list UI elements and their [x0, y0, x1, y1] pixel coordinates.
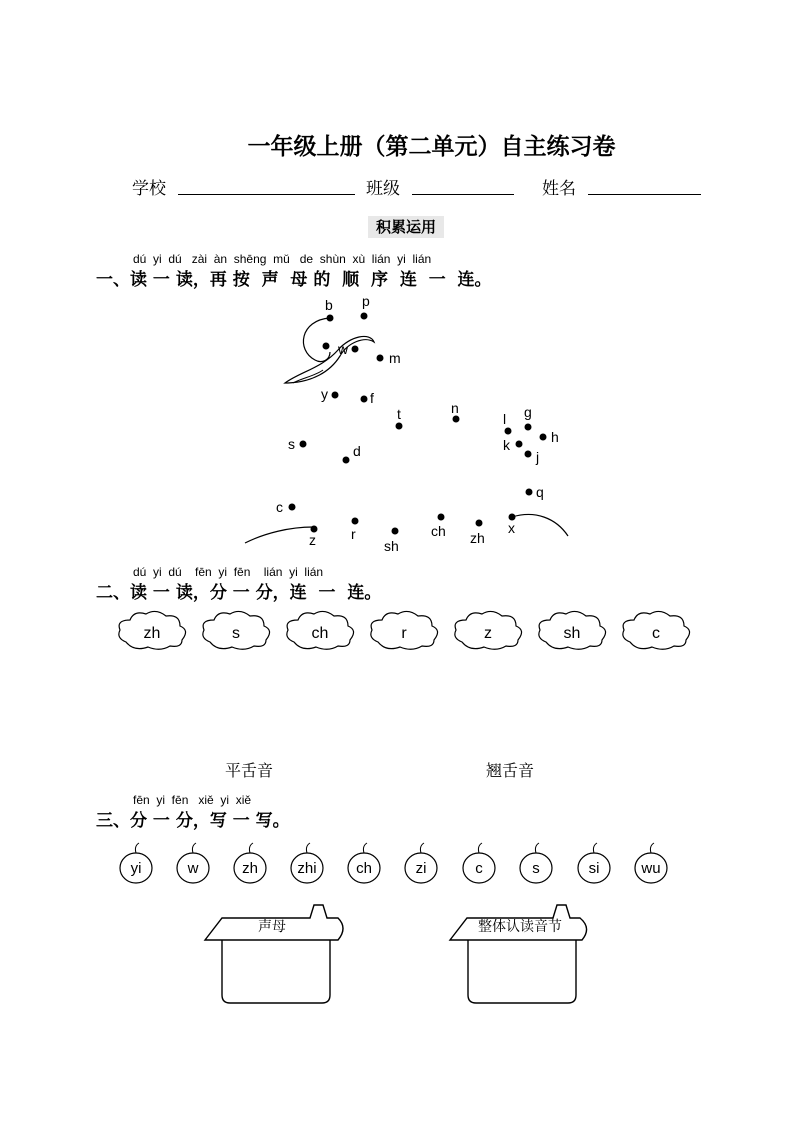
q3-instruction: 三、分 一 分，写 一 写。	[96, 811, 290, 831]
school-label: 学校	[132, 179, 166, 199]
apple-label: w	[187, 860, 199, 877]
cloud-s[interactable]	[203, 611, 270, 649]
dot-h	[540, 434, 547, 441]
apple-yi[interactable]	[120, 843, 152, 883]
dot-l	[505, 428, 512, 435]
label-f: f	[370, 390, 374, 406]
dot-f	[361, 396, 368, 403]
apple-c[interactable]	[463, 843, 495, 883]
label-l: l	[503, 411, 507, 427]
retroflex-label: 翘舌音	[486, 761, 535, 780]
label-t: t	[397, 406, 401, 422]
label-b: b	[325, 297, 333, 313]
dot-sh	[392, 528, 399, 535]
q3-pinyin: fēn yi fēn xiě yi xiě	[133, 793, 252, 807]
label-d: d	[353, 443, 361, 459]
cloud-sh[interactable]	[539, 611, 606, 649]
apple-label: s	[532, 860, 540, 877]
apple-label: zhi	[297, 860, 317, 877]
page-title: 一年级上册（第二单元）自主练习卷	[247, 134, 616, 160]
dots	[289, 313, 547, 535]
q2-instruction: 二、读 一 读，分 一 分，连 一 连。	[96, 583, 382, 603]
label-w: w	[338, 341, 349, 357]
dot-n	[453, 416, 460, 423]
label-k: k	[503, 437, 510, 453]
label-y: y	[321, 386, 328, 402]
cloud-label: c	[652, 625, 660, 642]
apples-row	[120, 843, 667, 883]
house-whole-syllables[interactable]	[450, 905, 587, 1003]
label-q: q	[536, 484, 544, 500]
label-m: m	[389, 350, 401, 366]
cloud-r[interactable]	[371, 611, 438, 649]
q2-pinyin: dú yi dú fēn yi fēn lián yi lián	[133, 565, 324, 579]
house-whole-syllables-label: 整体认读音节	[478, 919, 562, 935]
dot-s	[300, 441, 307, 448]
apple-w[interactable]	[177, 843, 209, 883]
apple-zi[interactable]	[405, 843, 437, 883]
dot-b	[327, 315, 334, 322]
cloud-label: ch	[311, 625, 329, 642]
label-s: s	[288, 436, 295, 452]
apple-label: zi	[415, 860, 427, 877]
label-sh: sh	[384, 538, 399, 554]
dot-zh	[476, 520, 483, 527]
class-label: 班级	[366, 179, 400, 199]
label-c: c	[276, 499, 283, 515]
dot-r	[352, 518, 359, 525]
label-x: x	[508, 520, 515, 536]
cloud-z[interactable]	[455, 611, 522, 649]
apple-label: ch	[356, 860, 372, 877]
dot-m	[377, 355, 384, 362]
apple-ch[interactable]	[348, 843, 380, 883]
apple-zhi[interactable]	[291, 843, 323, 883]
dot-w1	[323, 343, 330, 350]
label-r: r	[351, 526, 356, 542]
cloud-ch[interactable]	[287, 611, 354, 649]
dot-labels	[276, 293, 559, 554]
cloud-c[interactable]	[623, 611, 690, 649]
section-title: 积累运用	[368, 216, 444, 238]
label-p: p	[362, 293, 370, 309]
dot-p	[361, 313, 368, 320]
name-label: 姓名	[542, 179, 576, 199]
dot-k	[516, 441, 523, 448]
label-h: h	[551, 429, 559, 445]
q1-pinyin: dú yi dú zài àn shēng mǔ de shùn xù lián yi lián	[133, 252, 432, 266]
dot-y	[332, 392, 339, 399]
apple-label: si	[588, 860, 600, 877]
house-initials[interactable]	[205, 905, 343, 1003]
cloud-label: sh	[563, 625, 581, 642]
cloud-zh[interactable]	[119, 611, 186, 649]
cloud-label: zh	[143, 625, 161, 642]
apple-label: zh	[242, 860, 258, 877]
dot-q	[526, 489, 533, 496]
apple-label: c	[475, 860, 483, 877]
flat-tongue-label: 平舌音	[225, 761, 274, 780]
dot-j	[525, 451, 532, 458]
label-zh: zh	[470, 530, 485, 546]
apple-si[interactable]	[578, 843, 610, 883]
apple-wu[interactable]	[635, 843, 667, 883]
label-n: n	[451, 400, 459, 416]
dot-t	[396, 423, 403, 430]
label-ch: ch	[431, 523, 446, 539]
dot-w2	[352, 346, 359, 353]
cloud-label: r	[401, 625, 407, 642]
q1-instruction: 一、读 一 读，再 按 声 母 的 顺 序 连 一 连。	[96, 270, 492, 290]
dot-g	[525, 424, 532, 431]
dot-d	[343, 457, 350, 464]
house-initials-label: 声母	[258, 919, 286, 935]
clouds-row	[119, 611, 690, 649]
cloud-label: z	[484, 625, 492, 642]
dot-c	[289, 504, 296, 511]
apple-s[interactable]	[520, 843, 552, 883]
apple-zh[interactable]	[234, 843, 266, 883]
cloud-label: s	[232, 625, 240, 642]
apple-label: yi	[130, 860, 142, 877]
dot-ch	[438, 514, 445, 521]
label-j: j	[536, 449, 540, 465]
apple-label: wu	[641, 860, 661, 877]
label-z: z	[309, 532, 316, 548]
label-g: g	[524, 404, 532, 420]
